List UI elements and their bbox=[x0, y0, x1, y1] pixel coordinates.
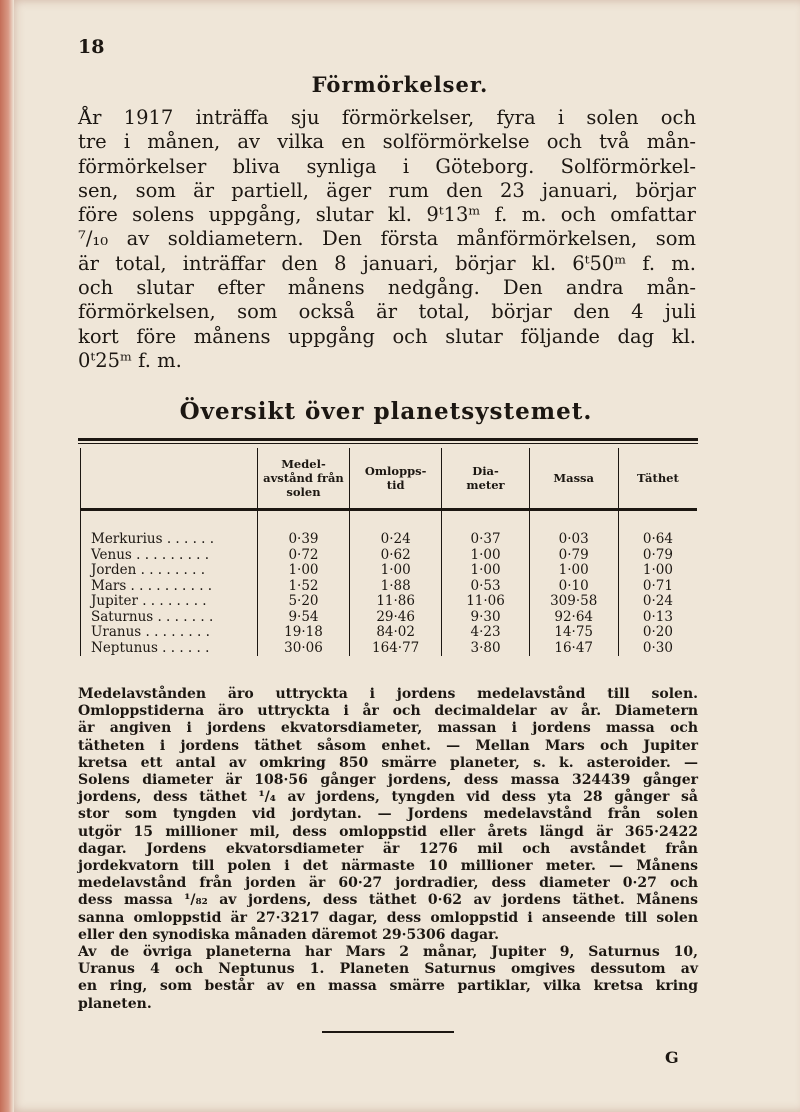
value-cell: 1·88 bbox=[349, 579, 442, 595]
text-line: är total, inträffar den 8 januari, börjar kl. 6ᵗ50ᵐ f. m. bbox=[78, 251, 696, 275]
text-line: 0ᵗ25ᵐ f. m. bbox=[78, 348, 182, 372]
table-row bbox=[81, 594, 698, 610]
value-cell: 0·24 bbox=[349, 532, 442, 548]
text-line: stor som tyngden vid jordytan. — Jordens medelavstånd från solen bbox=[78, 806, 698, 823]
text-line: och slutar efter månens nedgång. Den andra mån- bbox=[78, 276, 696, 300]
planet-name-cell: Saturnus . . . . . . . bbox=[81, 610, 258, 626]
value-cell: 1·00 bbox=[618, 563, 697, 579]
text-line: tätheten i jordens täthet såsom enhet. — Mellan Mars och Jupiter bbox=[78, 737, 698, 754]
value-cell: 3·80 bbox=[442, 641, 529, 657]
planet-name-cell: Merkurius . . . . . . bbox=[81, 532, 258, 548]
value-cell: 164·77 bbox=[349, 641, 442, 657]
value-cell: 9·30 bbox=[442, 610, 529, 626]
header-cell: Massa bbox=[529, 448, 618, 510]
value-cell: 92·64 bbox=[529, 610, 618, 626]
value-cell: 0·64 bbox=[618, 532, 697, 548]
table-header-row bbox=[81, 448, 698, 510]
text-line: är angiven i jordens ekvatorsdiameter, massan i jordens massa och bbox=[78, 720, 698, 737]
header-cell: Omlopps- tid bbox=[349, 448, 442, 510]
signature-mark: G bbox=[665, 1048, 679, 1067]
value-cell: 309·58 bbox=[529, 594, 618, 610]
text-line: förmörkelser bliva synliga i Göteborg. Solförmörkel- bbox=[78, 154, 696, 178]
table-row bbox=[81, 641, 698, 657]
header-cell: Dia- meter bbox=[442, 448, 529, 510]
value-cell: 0·53 bbox=[442, 579, 529, 595]
planet-name-cell: Neptunus . . . . . . bbox=[81, 641, 258, 657]
planet-name-cell: Jorden . . . . . . . . bbox=[81, 563, 258, 579]
planet-table bbox=[80, 448, 697, 656]
value-cell: 1·00 bbox=[258, 563, 350, 579]
value-cell: 0·24 bbox=[618, 594, 697, 610]
value-cell: 14·75 bbox=[529, 625, 618, 641]
text-line: Uranus 4 och Neptunus 1. Planeten Saturnus omgives dessutom av bbox=[78, 961, 698, 978]
text-line: Av de övriga planeterna har Mars 2 månar, Jupiter 9, Saturnus 10, bbox=[78, 944, 698, 961]
text-line: förmörkelsen, som också är total, börjar den 4 juli bbox=[78, 300, 696, 324]
value-cell: 0·30 bbox=[618, 641, 697, 657]
text-line: dess massa ¹/₈₂ av jordens, dess täthet 0·62 av jordens täthet. Månens bbox=[78, 892, 698, 909]
value-cell: 0·62 bbox=[349, 548, 442, 564]
section-title: Förmörkelser. bbox=[311, 72, 489, 97]
text-line: sanna omloppstid är 27·3217 dagar, dess omloppstid i anseende till solen bbox=[78, 909, 698, 926]
table-top-rule-thin bbox=[78, 443, 698, 444]
text-line: ⁷/₁₀ av soldiametern. Den första månförmörkelsen, som bbox=[78, 227, 696, 251]
value-cell: 84·02 bbox=[349, 625, 442, 641]
planet-name-cell: Mars . . . . . . . . . . bbox=[81, 579, 258, 595]
value-cell: 0·10 bbox=[529, 579, 618, 595]
text-line: medelavstånd från jorden är 60·27 jordradier, dess diameter 0·27 och bbox=[78, 875, 698, 892]
page-binding-edge bbox=[0, 0, 14, 1112]
text-line: sen, som är partiell, äger rum den 23 januari, börjar bbox=[78, 178, 696, 202]
value-cell: 0·79 bbox=[529, 548, 618, 564]
text-line: en ring, som består av en massa smärre partiklar, vilka kretsa kring bbox=[78, 978, 698, 995]
text-line: Omloppstiderna äro uttryckta i år och decimaldelar av år. Diametern bbox=[78, 703, 698, 720]
table-row bbox=[81, 563, 698, 579]
value-cell: 0·20 bbox=[618, 625, 697, 641]
value-cell: 30·06 bbox=[258, 641, 350, 657]
value-cell: 9·54 bbox=[258, 610, 350, 626]
page-number: 18 bbox=[78, 36, 105, 58]
table-row bbox=[81, 610, 698, 626]
value-cell: 29·46 bbox=[349, 610, 442, 626]
text-line: Medelavstånden äro uttryckta i jordens medelavstånd till solen. bbox=[78, 686, 698, 702]
value-cell: 0·13 bbox=[618, 610, 697, 626]
table-row bbox=[81, 548, 698, 564]
text-line: kretsa ett antal av omkring 850 smärre planeter, s. k. asteroider. — bbox=[78, 754, 698, 771]
text-line: eller den synodiska månaden däremot 29·5306 dagar. bbox=[78, 926, 500, 943]
value-cell: 1·00 bbox=[529, 563, 618, 579]
value-cell: 19·18 bbox=[258, 625, 350, 641]
value-cell: 0·72 bbox=[258, 548, 350, 564]
table-row bbox=[81, 532, 698, 548]
text-line: planeten. bbox=[78, 995, 152, 1012]
value-cell: 16·47 bbox=[529, 641, 618, 657]
table-row bbox=[81, 625, 698, 641]
header-cell: Medel- avstånd från solen bbox=[258, 448, 350, 510]
text-line: före solens uppgång, slutar kl. 9ᵗ13ᵐ f. m. och omfattar bbox=[78, 203, 696, 227]
text-line: kort före månens uppgång och slutar följande dag kl. bbox=[78, 324, 696, 348]
text-line: tre i månen, av vilka en solförmörkelse och två mån- bbox=[78, 130, 696, 154]
text-line: Solens diameter är 108·56 gånger jordens, dess massa 324439 gånger bbox=[78, 772, 698, 789]
value-cell: 0·79 bbox=[618, 548, 697, 564]
planet-name-cell: Venus . . . . . . . . . bbox=[81, 548, 258, 564]
table-title: Översikt över planetsystemet. bbox=[179, 398, 593, 425]
value-cell: 11·06 bbox=[442, 594, 529, 610]
table-spacer-row bbox=[81, 510, 698, 533]
notes-paragraph bbox=[78, 686, 698, 1013]
value-cell: 11·86 bbox=[349, 594, 442, 610]
value-cell: 1·00 bbox=[442, 563, 529, 579]
value-cell: 1·00 bbox=[442, 548, 529, 564]
header-cell bbox=[81, 448, 258, 510]
value-cell: 0·03 bbox=[529, 532, 618, 548]
value-cell: 0·37 bbox=[442, 532, 529, 548]
text-line: utgör 15 millioner mil, dess omloppstid eller årets längd är 365·2422 bbox=[78, 823, 698, 840]
intro-paragraph bbox=[78, 106, 696, 373]
table-row bbox=[81, 579, 698, 595]
text-line: År 1917 inträffa sju förmörkelser, fyra i solen och bbox=[78, 106, 696, 129]
value-cell: 0·71 bbox=[618, 579, 697, 595]
value-cell: 0·39 bbox=[258, 532, 350, 548]
value-cell: 1·52 bbox=[258, 579, 350, 595]
value-cell: 4·23 bbox=[442, 625, 529, 641]
planet-name-cell: Jupiter . . . . . . . . bbox=[81, 594, 258, 610]
text-line: jordens, dess täthet ¹/₄ av jordens, tyngden vid dess yta 28 gånger så bbox=[78, 789, 698, 806]
end-rule bbox=[322, 1031, 454, 1033]
header-cell: Täthet bbox=[618, 448, 697, 510]
text-line: dagar. Jordens ekvatorsdiameter är 1276 mil och avståndet från bbox=[78, 840, 698, 857]
value-cell: 1·00 bbox=[349, 563, 442, 579]
table-top-rule bbox=[78, 438, 698, 441]
text-line: jordekvatorn till polen i det närmaste 10 millioner meter. — Månens bbox=[78, 858, 698, 875]
planet-name-cell: Uranus . . . . . . . . bbox=[81, 625, 258, 641]
value-cell: 5·20 bbox=[258, 594, 350, 610]
